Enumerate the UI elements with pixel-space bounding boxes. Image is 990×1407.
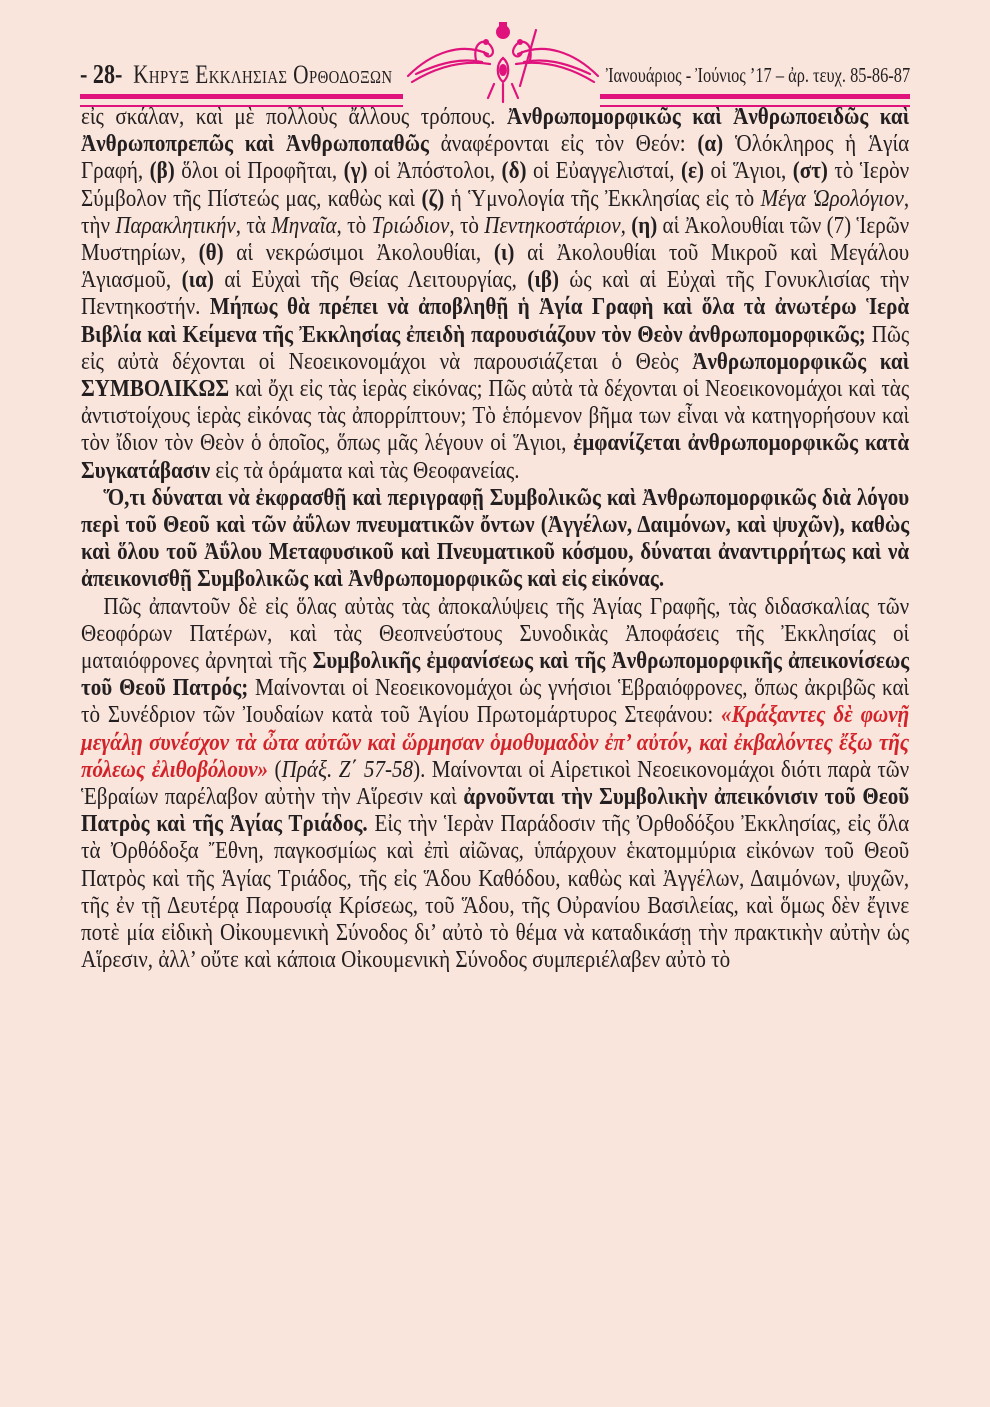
- page-number: - 28-: [80, 59, 123, 89]
- header-rule-thick-left: [80, 94, 403, 99]
- bold-text: (β): [149, 157, 175, 185]
- publication-title: Κηρυξ Εκκλησιας Ορθοδοξων: [133, 60, 393, 89]
- text-run: εἰς τὰ ὁράματα καὶ τὰς Θεοφανείας.: [210, 456, 520, 484]
- text-run: Πῶς ἀπαντοῦν δὲ εἰς ὅλας αὐτὰς τὰς ἀποκαλύψεις τῆς Ἁγίας Γραφῆς, τὰς διδασκαλίας τῶν Θεοφόρων Πατέρων, καὶ τὰς Θεοπνεύστους Συνοδικὰς Ἀποφάσεις τῆς Ἐκκλησίας οἱ ματαιόφρονες ἀρνηταὶ τῆς: [81, 592, 910, 675]
- text-run: ἡ Ὑμνολογία τῆς Ἐκκλησίας εἰς τὸ: [444, 184, 761, 212]
- text-run: ὡς καὶ αἱ Εὐχαὶ τῆς Γονυκλισίας τὴν Πεντηκοστήν.: [81, 266, 910, 321]
- bold-text: (ια): [181, 266, 214, 294]
- bold-text: (ι): [493, 239, 515, 267]
- text-run: οἱ Ἅγιοι,: [704, 157, 793, 185]
- text-run: οἱ Ἀπόστολοι,: [367, 157, 502, 185]
- text-run: αἱ νεκρώσιμοι Ἀκολουθίαι,: [223, 239, 494, 267]
- header-rule-thick-right: [600, 94, 910, 99]
- bold-text: (ε): [680, 157, 705, 185]
- bold-text: (η): [631, 211, 658, 239]
- text-run: , τὰ: [235, 211, 272, 239]
- italic-text: Μηναῖα: [271, 211, 337, 239]
- bold-text: (γ): [343, 157, 368, 185]
- header-left: [80, 59, 392, 90]
- text-run: αἱ Ἀκολουθίαι τοῦ Μικροῦ καὶ Μεγάλου Ἁγιασμοῦ,: [81, 239, 910, 294]
- paragraph: [81, 103, 909, 484]
- text-run: Ὁλόκληρος ἡ Ἁγία Γραφή,: [81, 130, 910, 185]
- bold-text: (ιβ): [527, 266, 559, 294]
- text-run: εἰς σκάλαν, καὶ μὲ πολλοὺς ἄλλους τρόπους.: [81, 103, 507, 130]
- bold-text: (θ): [198, 239, 224, 267]
- text-run: οἱ Εὐαγγελισταί,: [526, 157, 681, 185]
- bold-text: Ἀνθρωπομορφικῶς καὶ Ἀνθρωποειδῶς καὶ Ἀνθρωποπρεπῶς καὶ Ἀνθρωποπαθῶς: [81, 103, 910, 158]
- bold-text: Μήπως θὰ πρέπει νὰ ἀποβληθῇ ἡ Ἁγία Γραφὴ καὶ ὅλα τὰ ἀνωτέρω Ἱερὰ Βιβλία καὶ Κείμενα τῆς Ἐκκλησίας ἐπειδὴ παρουσιάζουν τὸν Θεὸν ἀνθρωπομορφικῶς;: [81, 293, 910, 348]
- italic-text: Παρακλητικήν: [115, 211, 236, 239]
- bold-text: Ὅ,τι δύναται νὰ ἐκφρασθῇ καὶ περιγραφῇ Συμβολικῶς καὶ Ἀνθρωπομορφικῶς διὰ λόγου περὶ τοῦ Θεοῦ καὶ τῶν ἀΰλων πνευματικῶν ὄντων (Ἀγγέλων, Δαιμόνων, καὶ ψυχῶν), καθὼς καὶ ὅλου τοῦ Ἀΰλου Μεταφυσικοῦ καὶ Πνευματικοῦ κόσμου, δύναται ἀναντιρρήτως καὶ νὰ ἀπεικονισθῇ Συμβολικῶς καὶ Ἀνθρωπομορφικῶς καὶ εἰς εἰκόνας.: [81, 483, 910, 593]
- text-run: Εἰς τὴν Ἱερὰν Παράδοσιν τῆς Ὀρθοδόξου Ἐκκλησίας, εἰς ὅλα τὰ Ὀρθόδοξα Ἔθνη, παγκοσμίως καὶ ἐπὶ αἰῶνας, ὑπάρχουν ἑκατομμύρια εἰκόνων τοῦ Θεοῦ Πατρὸς καὶ τῆς Ἁγίας Τριάδος, τῆς εἰς Ἅδου Καθόδου, καθὼς καὶ Ἀγγέλων, Δαιμόνων, ψυχῶν, τῆς ἐν τῇ Δευτέρᾳ Παρουσίᾳ Κρίσεως, τοῦ Ἅδου, τῆς Οὐρανίου Βασιλείας, καὶ ὅμως δὲν ἔγινε ποτὲ μία εἰδικὴ Οἰκουμενικὴ Σύνοδος δι’ αὐτὸ τὸ θέμα νὰ καταδικάσῃ τὴν πρακτικὴν αὐτὴν ὡς Αἵρεσιν, ἀλλ’ οὔτε καὶ κάποια Οἰκουμενικὴ Σύνοδος συμπεριέλαβεν αὐτὸ τὸ: [81, 810, 910, 974]
- text-run: αἱ Εὐχαὶ τῆς Θείας Λειτουργίας,: [213, 266, 528, 294]
- italic-text: Τριώδιον: [371, 211, 450, 239]
- italic-text: Πεντηκοστάριον,: [484, 211, 626, 239]
- text-run: (: [268, 755, 282, 783]
- text-run: ἀναφέρονται εἰς τὸν Θεόν:: [428, 130, 698, 158]
- italic-text: Μέγα Ὡρολόγιον: [760, 184, 904, 212]
- text-run: Πῶς εἰς αὐτὰ δέχονται οἱ Νεοεικονομάχοι νὰ παρουσιάζεται ὁ Θεὸς: [81, 320, 910, 375]
- scripture-quote: «Κράξαντες δὲ φωνῇ μεγάλῃ συνέσχον τὰ ὦτα αὐτῶν καὶ ὥρμησαν ὁμοθυμαδὸν ἐπ’ αὐτόν, καὶ ἐκβαλόντες ἔξω τῆς πόλεως ἐλιθοβόλουν»: [81, 701, 910, 783]
- text-run: Μαίνονται οἱ Νεοεικονομάχοι ὡς γνήσιοι Ἑβραιόφρονες, ὅπως ἀκριβῶς καὶ τὸ Συνέδριον τῶν Ἰουδαίων κατὰ τοῦ Ἁγίου Πρωτομάρτυρος Στεφάνου:: [81, 674, 910, 729]
- paragraph: [81, 484, 909, 593]
- article-body: [81, 103, 909, 974]
- bold-text: (ζ): [421, 184, 445, 212]
- text-run: , τὸ: [449, 211, 485, 239]
- italic-text: Πράξ. Ζ΄ 57-58: [281, 755, 414, 783]
- text-run: ). Μαίνονται οἱ Αἱρετικοὶ Νεοεικονομάχοι διότι παρὰ τῶν Ἑβραίων παρέλαβον αὐτὴν τὴν Αἵρεσιν καὶ: [81, 755, 910, 811]
- bold-text: (α): [697, 130, 724, 158]
- text-run: τὸ Ἱερὸν Σύμβολον τῆς Πίστεώς μας, καθὼς καὶ: [81, 157, 910, 212]
- text-run: αἱ Ἀκολουθίαι τῶν (7) Ἱερῶν Μυστηρίων,: [81, 211, 910, 267]
- text-run: καὶ ὄχι εἰς τὰς ἱερὰς εἰκόνας; Πῶς αὐτὰ τὰ δέχονται οἱ Νεοεικονομάχοι καὶ τὰς ἀντιστοίχους ἱερὰς εἰκόνας τὰς ἀπορρίπτουν; Τὸ ἑπόμενον βῆμα των εἶναι νὰ κατηγορήσουν καὶ τὸν ἴδιον τὸν Θεὸν ὁ ὁποῖος, ὅπως μᾶς λέγουν οἱ Ἅγιοι,: [81, 375, 910, 457]
- bold-text: (στ): [792, 157, 828, 185]
- text-run: ὅλοι οἱ Προφῆται,: [174, 157, 344, 185]
- paragraph: [81, 593, 909, 974]
- bold-text: Συμβολικῆς ἐμφανίσεως καὶ τῆς Ἀνθρωπομορφικῆς ἀπεικονίσεως τοῦ Θεοῦ Πατρός;: [81, 647, 910, 702]
- bold-text: ἐμφανίζεται ἀνθρωπομορφικῶς κατὰ Συγκατάβασιν: [81, 429, 910, 484]
- double-headed-eagle-icon: [402, 2, 604, 106]
- bold-text: Ἀνθρωπομορφικῶς καὶ ΣΥΜΒΟΛΙΚΩΣ: [81, 347, 910, 403]
- bold-text: ἀρνοῦνται τὴν Συμβολικὴν ἀπεικόνισιν τοῦ Θεοῦ Πατρὸς καὶ τῆς Ἁγίας Τριάδος.: [81, 783, 910, 838]
- bold-text: (δ): [501, 157, 527, 185]
- text-run: , τὴν: [81, 184, 910, 239]
- issue-info: Ἰανουάριος - Ἰούνιος ’17 – ἀρ. τευχ. 85-86-87: [605, 63, 910, 87]
- text-run: , τὸ: [336, 211, 372, 239]
